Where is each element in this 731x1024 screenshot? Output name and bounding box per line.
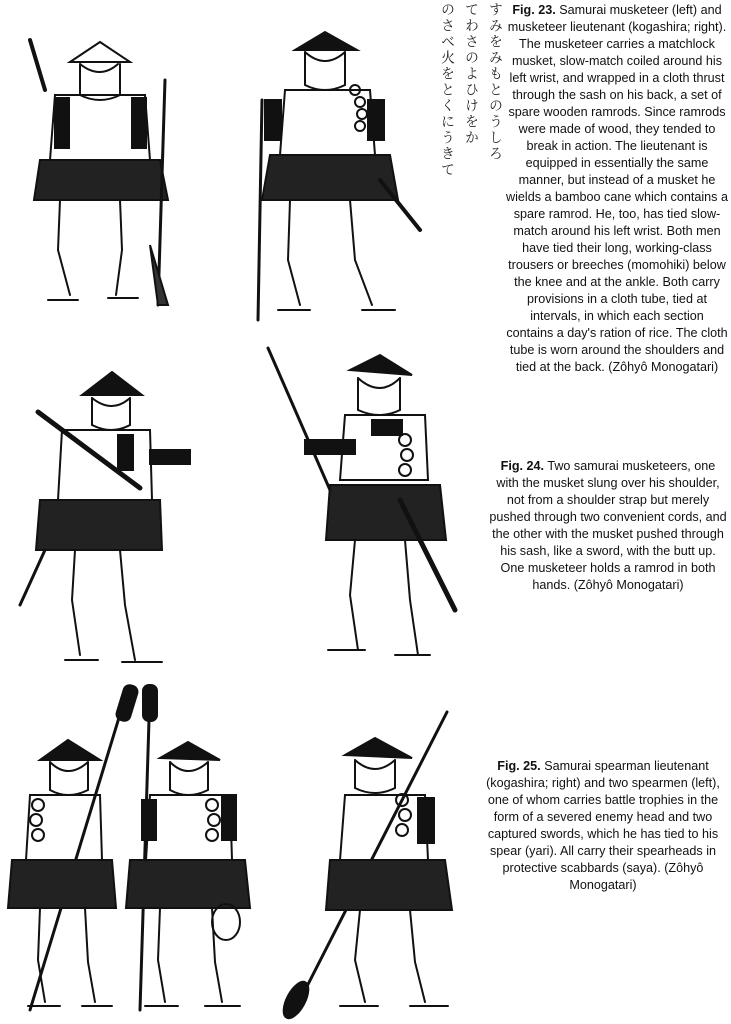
fig25-text: Samurai spearman lieutenant (kogashira; right) and two spearmen (left), one of whom carries battle trophies in the form of a severed enemy head and two captured swords, which he has tied to his spear (yari). All carry their spearheads in protective scabbards (saya). (Zôhyô Monogatari) xyxy=(486,759,720,892)
fig23-text: Samurai musketeer (left) and musketeer lieutenant (kogashira; right). The musketeer carries a matchlock musket, slow-match coiled around his left wrist, and wrapped in a cloth thrust through the sash on his back, a set of spare wooden ramrods. Since ramrods were made of wood, they tended to break in action. The lieutenant is equipped in essentially the same manner, but instead of a musket he wields a bamboo cane which contains a spare ramrod. He, too, has tied slow-match around his left wrist. Both men have tied their long, working-class trousers or breeches (momohiki) below the knee and at the ankle. Both carry provisions in a cloth tube, tied at intervals, in which each section contains a day's ration of rice. The cloth tube is worn around the shoulders and tied at the back. (Zôhyô Monogatari) xyxy=(506,3,728,374)
fig23-drawing xyxy=(0,0,430,340)
fig24-text: Two samurai musketeers, one with the musket slung over his shoulder, not from a shoulder strap but merely pushed through two convenient cords, and the other with the musket pushed through his sash, like a sword, with the butt up. One musketeer holds a ramrod in both hands. (Zôhyô Monogatari) xyxy=(489,459,727,592)
fig24-caption xyxy=(488,458,728,594)
calligraphy-column-2: てわさのよひけをか xyxy=(463,2,479,146)
fig24-drawing xyxy=(0,340,480,680)
fig25-drawing xyxy=(0,680,480,1024)
fig24-label: Fig. 24. xyxy=(500,459,545,473)
fig25-illustration xyxy=(0,680,480,1024)
fig23-label: Fig. 23. xyxy=(512,3,556,17)
fig24-illustration xyxy=(0,340,480,680)
calligraphy-column-3: すみをみもとのうしろ xyxy=(487,2,503,162)
fig25-caption xyxy=(478,758,728,894)
fig23-illustration xyxy=(0,0,430,340)
fig25-label: Fig. 25. xyxy=(497,759,541,773)
calligraphy-column-1: のさべ火をとくにうきて xyxy=(439,2,455,178)
fig23-caption xyxy=(506,2,728,376)
